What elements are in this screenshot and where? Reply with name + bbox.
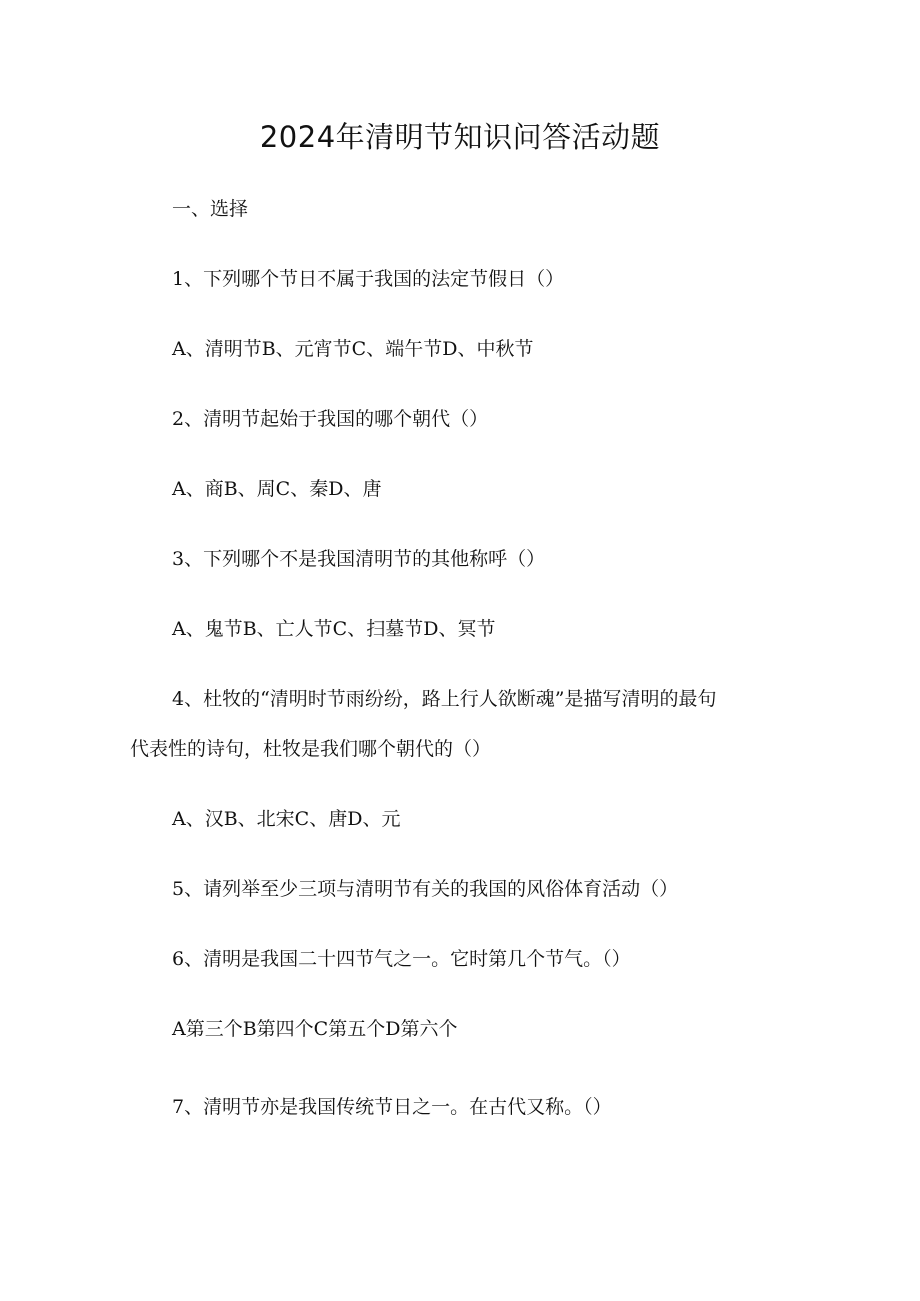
- question-4-options: A、汉B、北宋C、唐D、元: [172, 808, 401, 830]
- question-1: 1、下列哪个节日不属于我国的法定节假日（）: [172, 268, 565, 290]
- question-2-options: A、商B、周C、秦D、唐: [172, 478, 382, 500]
- question-2: 2、清明节起始于我国的哪个朝代（）: [172, 408, 489, 430]
- question-6: 6、清明是我国二十四节气之一。它时第几个节气。（）: [172, 948, 631, 970]
- question-7: 7、清明节亦是我国传统节日之一。在古代又称。（）: [172, 1096, 612, 1118]
- question-6-options: A第三个B第四个C第五个D第六个: [172, 1018, 458, 1040]
- document-title: 2024年清明节知识问答活动题: [259, 120, 661, 154]
- question-4-line-1: 4、杜牧的“清明时节雨纷纷，路上行人欲断魂”是描写清明的最句: [172, 688, 717, 710]
- question-5: 5、请列举至少三项与清明节有关的我国的风俗体育活动（）: [172, 878, 679, 900]
- question-1-options: A、清明节B、元宵节C、端午节D、中秋节: [172, 338, 534, 360]
- question-3-options: A、鬼节B、亡人节C、扫墓节D、冥节: [172, 618, 496, 640]
- question-4-line-2: 代表性的诗句，杜牧是我们哪个朝代的（）: [130, 738, 492, 760]
- section-heading: 一、选择: [172, 198, 249, 220]
- question-3: 3、下列哪个不是我国清明节的其他称呼（）: [172, 548, 546, 570]
